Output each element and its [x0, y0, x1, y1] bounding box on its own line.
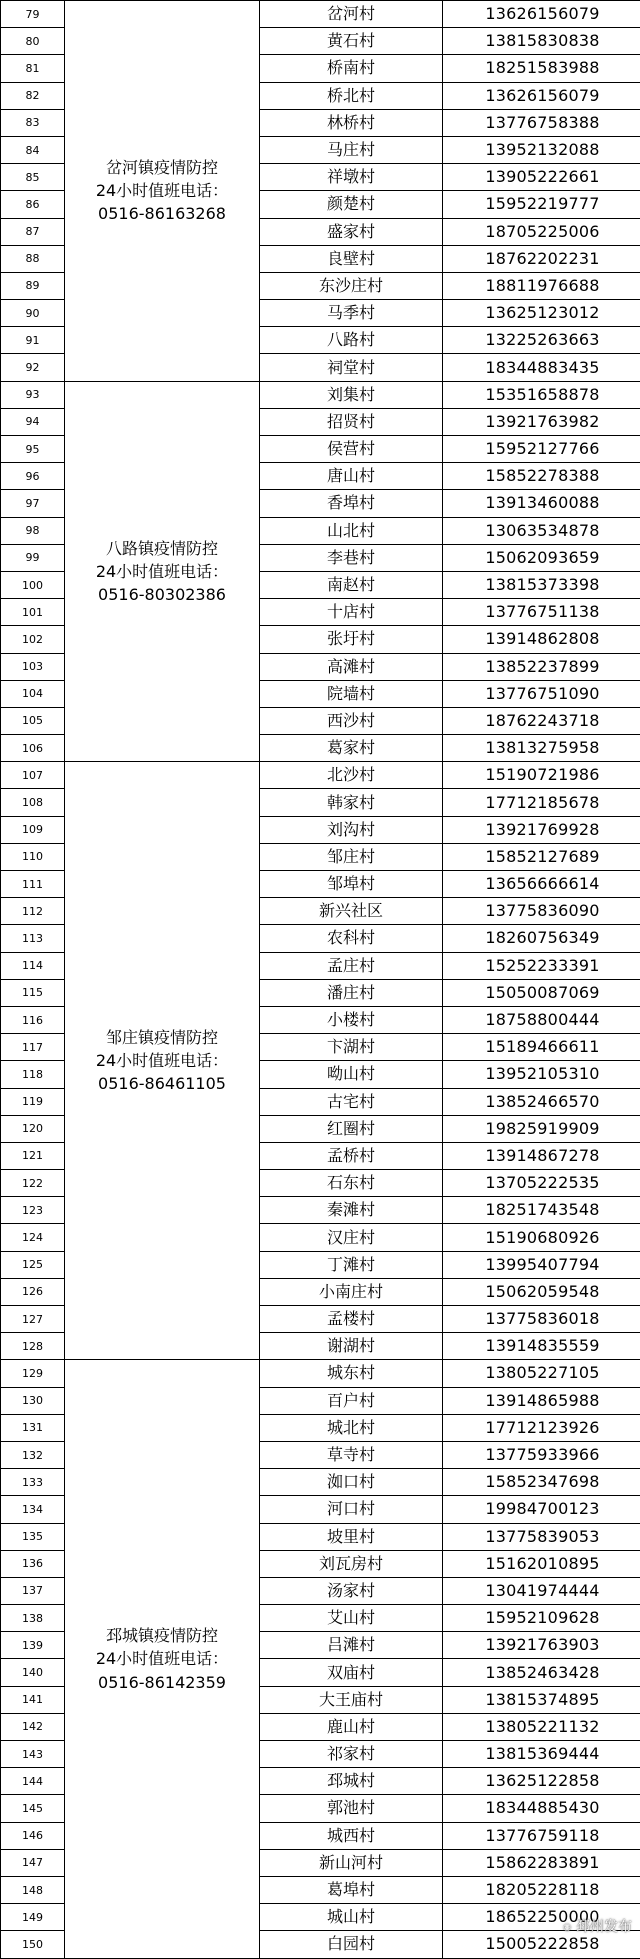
village-name: 新山河村	[260, 1849, 443, 1876]
village-name: 红圈村	[260, 1115, 443, 1142]
village-name: 黄石村	[260, 28, 443, 55]
village-phone: 17712123926	[443, 1414, 640, 1441]
village-phone: 15050087069	[443, 979, 640, 1006]
village-name: 洳口村	[260, 1469, 443, 1496]
row-number: 137	[1, 1577, 65, 1604]
row-number: 108	[1, 789, 65, 816]
village-name: 刘沟村	[260, 816, 443, 843]
village-name: 城东村	[260, 1360, 443, 1387]
table-row	[1, 1360, 640, 1387]
row-number: 105	[1, 707, 65, 734]
village-phone: 15062059548	[443, 1278, 640, 1305]
row-number: 88	[1, 245, 65, 272]
row-number: 100	[1, 571, 65, 598]
village-phone: 13775839053	[443, 1523, 640, 1550]
row-number: 136	[1, 1550, 65, 1577]
village-phone: 15190680926	[443, 1224, 640, 1251]
village-phone: 13952132088	[443, 136, 640, 163]
village-phone: 13921763903	[443, 1632, 640, 1659]
village-name: 百户村	[260, 1387, 443, 1414]
village-name: 桥南村	[260, 55, 443, 82]
village-name: 葛家村	[260, 735, 443, 762]
row-number: 126	[1, 1278, 65, 1305]
row-number: 138	[1, 1605, 65, 1632]
village-phone: 15351658878	[443, 381, 640, 408]
village-phone: 15162010895	[443, 1550, 640, 1577]
village-phone: 13815369444	[443, 1741, 640, 1768]
village-name: 盛家村	[260, 218, 443, 245]
row-number: 81	[1, 55, 65, 82]
row-number: 119	[1, 1088, 65, 1115]
row-number: 124	[1, 1224, 65, 1251]
village-name: 良壁村	[260, 245, 443, 272]
row-number: 113	[1, 925, 65, 952]
village-name: 山北村	[260, 517, 443, 544]
village-phone: 19825919909	[443, 1115, 640, 1142]
row-number: 133	[1, 1469, 65, 1496]
village-phone: 15062093659	[443, 544, 640, 571]
row-number: 110	[1, 843, 65, 870]
wechat-dot-icon: ⚇	[563, 1923, 572, 1934]
row-number: 86	[1, 191, 65, 218]
village-phone: 13995407794	[443, 1251, 640, 1278]
row-number: 134	[1, 1496, 65, 1523]
town-name: 八路镇疫情防控	[65, 537, 259, 560]
village-name: 吕滩村	[260, 1632, 443, 1659]
village-phone: 13225263663	[443, 327, 640, 354]
village-phone: 15952109628	[443, 1605, 640, 1632]
row-number: 114	[1, 952, 65, 979]
town-duty-cell	[65, 762, 260, 1360]
row-number: 112	[1, 898, 65, 925]
village-phone: 15952127766	[443, 436, 640, 463]
village-phone: 13952105310	[443, 1061, 640, 1088]
table-row	[1, 762, 640, 789]
village-name: 丁滩村	[260, 1251, 443, 1278]
village-name: 八路村	[260, 327, 443, 354]
village-phone: 13625123012	[443, 300, 640, 327]
row-number: 146	[1, 1822, 65, 1849]
village-name: 马季村	[260, 300, 443, 327]
village-phone: 13805221132	[443, 1713, 640, 1740]
village-phone: 18251743548	[443, 1197, 640, 1224]
village-phone: 18762243718	[443, 707, 640, 734]
row-number: 144	[1, 1768, 65, 1795]
village-name: 马庄村	[260, 136, 443, 163]
village-name: 林桥村	[260, 109, 443, 136]
village-name: 刘瓦房村	[260, 1550, 443, 1577]
village-phone: 13626156079	[443, 1, 640, 28]
table-body	[1, 1, 640, 1959]
village-name: 侯营村	[260, 436, 443, 463]
village-phone: 13775836018	[443, 1306, 640, 1333]
town-duty-cell	[65, 1360, 260, 1958]
row-number: 107	[1, 762, 65, 789]
village-name: 桥北村	[260, 82, 443, 109]
village-name: 艾山村	[260, 1605, 443, 1632]
duty-label: 24小时值班电话：	[65, 560, 259, 583]
town-name: 邳城镇疫情防控	[65, 1624, 259, 1647]
row-number: 116	[1, 1006, 65, 1033]
village-phone: 13776759118	[443, 1822, 640, 1849]
row-number: 123	[1, 1197, 65, 1224]
village-phone: 15852278388	[443, 463, 640, 490]
row-number: 102	[1, 626, 65, 653]
row-number: 147	[1, 1849, 65, 1876]
row-number: 122	[1, 1170, 65, 1197]
row-number: 96	[1, 463, 65, 490]
village-name: 潘庄村	[260, 979, 443, 1006]
row-number: 94	[1, 408, 65, 435]
village-phone: 13775836090	[443, 898, 640, 925]
town-duty-phone: 0516-86461105	[65, 1072, 259, 1095]
village-name: 邹埠村	[260, 871, 443, 898]
village-name: 西沙村	[260, 707, 443, 734]
village-name: 刘集村	[260, 381, 443, 408]
village-phone: 13914862808	[443, 626, 640, 653]
row-number: 98	[1, 517, 65, 544]
village-phone: 13776751090	[443, 680, 640, 707]
village-phone: 18344883435	[443, 354, 640, 381]
village-phone: 15189466611	[443, 1034, 640, 1061]
village-name: 北沙村	[260, 762, 443, 789]
village-phone: 13921769928	[443, 816, 640, 843]
village-name: 古宅村	[260, 1088, 443, 1115]
row-number: 85	[1, 164, 65, 191]
village-phone: 18344885430	[443, 1795, 640, 1822]
row-number: 118	[1, 1061, 65, 1088]
village-name: 东沙庄村	[260, 272, 443, 299]
village-name: 呦山村	[260, 1061, 443, 1088]
village-phone: 18811976688	[443, 272, 640, 299]
village-name: 孟庄村	[260, 952, 443, 979]
row-number: 125	[1, 1251, 65, 1278]
row-number: 89	[1, 272, 65, 299]
table-row	[1, 381, 640, 408]
town-duty-cell	[65, 1, 260, 382]
village-name: 双庙村	[260, 1659, 443, 1686]
village-name: 大王庙村	[260, 1686, 443, 1713]
village-phone: 13656666614	[443, 871, 640, 898]
village-name: 新兴社区	[260, 898, 443, 925]
town-duty-phone: 0516-86142359	[65, 1671, 259, 1694]
village-name: 小楼村	[260, 1006, 443, 1033]
row-number: 103	[1, 653, 65, 680]
village-phone: 13776758388	[443, 109, 640, 136]
village-phone: 13914867278	[443, 1142, 640, 1169]
row-number: 84	[1, 136, 65, 163]
village-name: 汤家村	[260, 1577, 443, 1604]
village-name: 邳城村	[260, 1768, 443, 1795]
village-phone: 13625122858	[443, 1768, 640, 1795]
village-name: 草寺村	[260, 1441, 443, 1468]
village-phone: 18705225006	[443, 218, 640, 245]
village-name: 城山村	[260, 1904, 443, 1931]
village-phone: 13905222661	[443, 164, 640, 191]
village-name: 高滩村	[260, 653, 443, 680]
village-phone: 13852466570	[443, 1088, 640, 1115]
village-phone: 13815374895	[443, 1686, 640, 1713]
village-name: 郭池村	[260, 1795, 443, 1822]
table-row	[1, 1, 640, 28]
village-phone: 18205228118	[443, 1876, 640, 1903]
village-phone: 13914865988	[443, 1387, 640, 1414]
village-name: 院墙村	[260, 680, 443, 707]
village-phone: 15005222858	[443, 1931, 640, 1958]
row-number: 128	[1, 1333, 65, 1360]
village-name: 邹庄村	[260, 843, 443, 870]
duty-label: 24小时值班电话：	[65, 1049, 259, 1072]
village-phone: 13805227105	[443, 1360, 640, 1387]
village-name: 祥墩村	[260, 164, 443, 191]
row-number: 120	[1, 1115, 65, 1142]
row-number: 93	[1, 381, 65, 408]
village-name: 颜楚村	[260, 191, 443, 218]
village-name: 农科村	[260, 925, 443, 952]
village-phone: 13813275958	[443, 735, 640, 762]
row-number: 95	[1, 436, 65, 463]
village-phone: 13776751138	[443, 599, 640, 626]
row-number: 99	[1, 544, 65, 571]
row-number: 131	[1, 1414, 65, 1441]
village-name: 葛埠村	[260, 1876, 443, 1903]
village-phone: 13705222535	[443, 1170, 640, 1197]
row-number: 83	[1, 109, 65, 136]
village-name: 南赵村	[260, 571, 443, 598]
village-name: 鹿山村	[260, 1713, 443, 1740]
row-number: 104	[1, 680, 65, 707]
village-name: 招贤村	[260, 408, 443, 435]
row-number: 91	[1, 327, 65, 354]
village-phone: 15852127689	[443, 843, 640, 870]
row-number: 111	[1, 871, 65, 898]
row-number: 150	[1, 1931, 65, 1958]
duty-label: 24小时值班电话：	[65, 1647, 259, 1670]
row-number: 101	[1, 599, 65, 626]
village-name: 韩家村	[260, 789, 443, 816]
village-name: 白园村	[260, 1931, 443, 1958]
row-number: 140	[1, 1659, 65, 1686]
village-name: 孟楼村	[260, 1306, 443, 1333]
row-number: 141	[1, 1686, 65, 1713]
village-name: 河口村	[260, 1496, 443, 1523]
row-number: 82	[1, 82, 65, 109]
village-name: 李巷村	[260, 544, 443, 571]
village-name: 小南庄村	[260, 1278, 443, 1305]
row-number: 148	[1, 1876, 65, 1903]
village-phone: 13921763982	[443, 408, 640, 435]
village-phone: 18758800444	[443, 1006, 640, 1033]
row-number: 90	[1, 300, 65, 327]
village-name: 汉庄村	[260, 1224, 443, 1251]
village-name: 祁家村	[260, 1741, 443, 1768]
duty-label: 24小时值班电话：	[65, 179, 259, 202]
village-phone: 13913460088	[443, 490, 640, 517]
village-phone: 13815373398	[443, 571, 640, 598]
row-number: 109	[1, 816, 65, 843]
row-number: 149	[1, 1904, 65, 1931]
town-duty-phone: 0516-80302386	[65, 583, 259, 606]
village-phone: 15852347698	[443, 1469, 640, 1496]
village-name: 秦滩村	[260, 1197, 443, 1224]
village-name: 唐山村	[260, 463, 443, 490]
village-name: 谢湖村	[260, 1333, 443, 1360]
village-phone: 18762202231	[443, 245, 640, 272]
village-phone: 13852237899	[443, 653, 640, 680]
village-phone: 13815830838	[443, 28, 640, 55]
village-phone: 17712185678	[443, 789, 640, 816]
row-number: 87	[1, 218, 65, 245]
village-phone: 13041974444	[443, 1577, 640, 1604]
village-name: 祠堂村	[260, 354, 443, 381]
village-phone: 13914835559	[443, 1333, 640, 1360]
row-number: 129	[1, 1360, 65, 1387]
row-number: 145	[1, 1795, 65, 1822]
row-number: 143	[1, 1741, 65, 1768]
town-name: 邹庄镇疫情防控	[65, 1026, 259, 1049]
row-number: 135	[1, 1523, 65, 1550]
village-phone: 13775933966	[443, 1441, 640, 1468]
row-number: 117	[1, 1034, 65, 1061]
row-number: 121	[1, 1142, 65, 1169]
village-phone: 18652250000	[443, 1904, 640, 1931]
row-number: 139	[1, 1632, 65, 1659]
village-phone: 13063534878	[443, 517, 640, 544]
row-number: 115	[1, 979, 65, 1006]
watermark-text: 邳州发布	[576, 1919, 632, 1935]
village-name: 孟桥村	[260, 1142, 443, 1169]
town-duty-phone: 0516-86163268	[65, 202, 259, 225]
watermark	[563, 1916, 632, 1936]
row-number: 79	[1, 1, 65, 28]
village-name: 卞湖村	[260, 1034, 443, 1061]
town-name: 岔河镇疫情防控	[65, 156, 259, 179]
village-name: 城北村	[260, 1414, 443, 1441]
row-number: 127	[1, 1306, 65, 1333]
village-phone: 15190721986	[443, 762, 640, 789]
row-number: 142	[1, 1713, 65, 1740]
row-number: 97	[1, 490, 65, 517]
row-number: 130	[1, 1387, 65, 1414]
village-phone: 13852463428	[443, 1659, 640, 1686]
village-name: 香埠村	[260, 490, 443, 517]
village-phone: 13626156079	[443, 82, 640, 109]
village-name: 城西村	[260, 1822, 443, 1849]
village-phone: 18251583988	[443, 55, 640, 82]
village-name: 坡里村	[260, 1523, 443, 1550]
village-name: 张圩村	[260, 626, 443, 653]
village-phone: 18260756349	[443, 925, 640, 952]
village-phone: 15862283891	[443, 1849, 640, 1876]
row-number: 132	[1, 1441, 65, 1468]
village-name: 岔河村	[260, 1, 443, 28]
village-name: 石东村	[260, 1170, 443, 1197]
row-number: 106	[1, 735, 65, 762]
village-phone: 15252233391	[443, 952, 640, 979]
town-duty-cell	[65, 381, 260, 762]
village-phone: 19984700123	[443, 1496, 640, 1523]
village-name: 十店村	[260, 599, 443, 626]
row-number: 80	[1, 28, 65, 55]
village-phone: 15952219777	[443, 191, 640, 218]
row-number: 92	[1, 354, 65, 381]
